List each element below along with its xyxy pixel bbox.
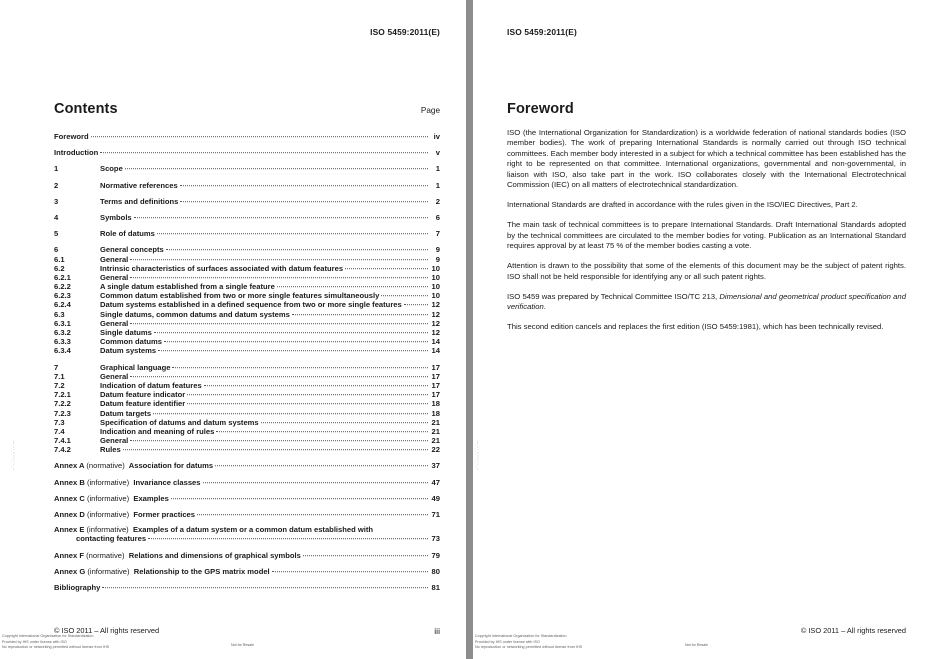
toc-entry-page: 9 [435, 245, 440, 255]
toc-annex-label: Annex E (informative) Examples of a datum system or a common datum established with [54, 525, 374, 535]
toc-entry-page: 17 [431, 380, 440, 390]
toc-entry-label: Common datums [100, 337, 163, 347]
foreword-paragraph-6: This second edition cancels and replaces the first edition (ISO 5459:1981), which has been technically revised. [507, 322, 884, 332]
toc-entry-number: 6.2.2 [54, 282, 71, 292]
toc-entry-page: 6 [435, 212, 440, 222]
toc-entry-page: 14 [431, 337, 440, 347]
toc-entry-page: 47 [431, 477, 440, 487]
toc-entry-page: 21 [431, 436, 440, 446]
toc-leader-dots [157, 227, 428, 234]
toc-entry-label: General [100, 371, 129, 381]
contents-title-row [54, 101, 440, 117]
toc-entry-number: 7.1 [54, 371, 65, 381]
foreword-p5-committee-title: Dimensional and geometrical product specification and verification [507, 291, 906, 312]
foreword-paragraph-4: Attention is drawn to the possibility that some of the elements of this document may be the subject of patent rights. ISO shall not be held responsible for identifying any or all such patent rights. [507, 261, 906, 281]
toc-annex-label: Annex A (normative) Association for datums [54, 461, 214, 471]
toc-annex-label: Annex D (informative) Former practices [54, 510, 195, 519]
toc-leader-dots [100, 146, 428, 153]
toc-entry-label: Single datums, common datums and datum systems [100, 309, 290, 319]
toc-entry-label: Graphical language [100, 362, 171, 372]
toc-entry-page: 17 [431, 390, 440, 400]
toc-entry-label: Datum targets [100, 408, 152, 418]
toc-leader-dots [215, 460, 428, 467]
ihs-watermark-line-1: Copyright International Organization for Standardization [475, 634, 567, 639]
toc-leader-dots [158, 345, 428, 352]
toc-entry-page: 1 [435, 180, 440, 190]
toc-entry-number: 6.3.4 [54, 346, 71, 356]
toc-leader-dots [204, 379, 428, 386]
toc-entry-number: 6.2.3 [54, 291, 71, 301]
toc-entry-page: 12 [431, 309, 440, 319]
page-title-contents: Contents [54, 101, 118, 117]
toc-entry-page: 49 [431, 493, 440, 503]
toc-entry-label: General [100, 318, 129, 328]
toc-entry-page: 12 [431, 328, 440, 337]
toc-annex-label: Annex B (informative) Invariance classes [54, 477, 201, 487]
toc-annex-entry[interactable] [54, 510, 440, 519]
page-contents [0, 0, 466, 659]
toc-entry-label: Role of datums [100, 229, 155, 239]
toc-annex-entry[interactable] [54, 551, 440, 560]
not-for-resale-label-right: Not for Resale [685, 642, 708, 647]
toc-entry[interactable] [54, 445, 440, 454]
toc-entry-label: Indication and meaning of rules [100, 426, 215, 436]
toc-entry[interactable] [54, 132, 440, 141]
toc-entry-page: 1 [435, 164, 440, 174]
toc-annex-entry[interactable] [54, 567, 440, 576]
ihs-watermark-line-2: Provided by IHS under license with ISO [2, 639, 67, 644]
toc-bibliography-entry[interactable] [54, 583, 440, 592]
foreword-paragraph-3: The main task of technical committees is to prepare International Standards. Draft International Standards adopted by the technical committees are circulated to the member bodies for voting. Publication as an International Standard requires approval by at least 75 % of the member bodies casting a vote. [507, 220, 906, 251]
toc-entry-number: 3 [54, 196, 59, 206]
toc-entry-page: 17 [431, 362, 440, 372]
footer-copyright-right: © ISO 2011 – All rights reserved [800, 626, 906, 635]
toc-entry-page: 71 [431, 510, 440, 519]
toc-entry[interactable] [54, 346, 440, 355]
table-of-contents [54, 132, 440, 592]
toc-entry-label: General [100, 436, 129, 446]
toc-entry-label: Foreword [54, 132, 89, 141]
toc-entry-page: 17 [431, 371, 440, 381]
ihs-watermark-line-2: Provided by IHS under license with ISO [475, 639, 540, 644]
foreword-p5-tail: . [543, 302, 546, 312]
toc-entry[interactable] [54, 213, 440, 222]
toc-leader-dots [130, 317, 428, 324]
toc-leader-dots [153, 407, 428, 414]
toc-leader-dots [148, 533, 428, 540]
toc-annex-label-line2: contacting features [76, 534, 147, 544]
toc-leader-dots [203, 476, 428, 483]
toc-annex-entry[interactable] [54, 478, 440, 487]
toc-entry[interactable] [54, 229, 440, 238]
toc-leader-dots [130, 253, 428, 260]
toc-entry-page: 18 [431, 399, 440, 409]
toc-entry-page: 7 [435, 229, 440, 239]
toc-annex-entry[interactable] [54, 461, 440, 470]
toc-leader-dots [197, 508, 428, 515]
toc-entry-number: 7.2.2 [54, 399, 71, 409]
toc-entry-label: Common datum established from two or more single features simultaneously [100, 291, 380, 301]
page-title-foreword: Foreword [507, 101, 574, 117]
toc-entry-number: 1 [54, 164, 59, 174]
toc-entry-page: 10 [431, 263, 440, 273]
toc-entry-page: 80 [431, 566, 440, 576]
toc-entry-label: General concepts [100, 245, 164, 255]
ihs-license-watermark-left [2, 634, 109, 650]
toc-entry[interactable] [54, 181, 440, 190]
toc-entry-page: 21 [431, 426, 440, 436]
toc-entry-page: 12 [431, 318, 440, 328]
toc-entry-page: 21 [431, 417, 440, 427]
toc-entry-page: 12 [431, 300, 440, 310]
toc-leader-dots [130, 370, 428, 377]
toc-entry-label: General [100, 254, 129, 264]
toc-entry-number: 7.4.1 [54, 436, 71, 446]
toc-entry-page: 18 [431, 408, 440, 418]
toc-entry-label: Single datums [100, 328, 152, 337]
toc-entry-label: Bibliography [54, 582, 101, 592]
footer-copyright-left: © ISO 2011 – All rights reserved [54, 626, 160, 635]
foreword-body [507, 128, 906, 333]
toc-annex-label: Annex G (informative) Relationship to the GPS matrix model [54, 566, 270, 576]
toc-entry-number: 6.1 [54, 254, 65, 264]
toc-leader-dots [172, 361, 428, 368]
toc-leader-dots [102, 581, 428, 588]
toc-leader-dots [154, 326, 428, 333]
toc-annex-label: Annex C (informative) Examples [54, 493, 169, 503]
toc-leader-dots [345, 262, 428, 269]
toc-entry-label: Intrinsic characteristics of surfaces associated with datum features [100, 263, 344, 273]
toc-leader-dots [123, 443, 428, 450]
toc-entry-number: 7.4 [54, 426, 65, 436]
toc-entry-label: Datum systems established in a defined sequence from two or more single features [100, 300, 402, 310]
toc-leader-dots [180, 179, 428, 186]
toc-annex-entry[interactable] [54, 494, 440, 503]
toc-leader-dots [134, 211, 428, 218]
toc-entry-number: 6.3.2 [54, 328, 71, 337]
ihs-watermark-line-1: Copyright International Organization for Standardization [2, 634, 94, 639]
not-for-resale-label-left: Not for Resale [231, 642, 254, 647]
toc-leader-dots [216, 425, 428, 432]
toc-page-column-label: Page [420, 106, 440, 115]
toc-leader-dots [166, 244, 428, 251]
toc-leader-dots [187, 388, 428, 395]
toc-annex-label: Annex F (normative) Relations and dimensions of graphical symbols [54, 550, 301, 560]
ihs-vertical-marks-left: --``,,`,`,,,`,,`,`,,`--- [11, 440, 15, 470]
toc-entry-label: Datum feature indicator [100, 390, 186, 400]
ihs-license-watermark-right [475, 634, 582, 650]
toc-entry-page: 14 [431, 346, 440, 356]
toc-leader-dots [404, 299, 428, 306]
toc-entry-label: Scope [100, 164, 123, 174]
toc-entry-number: 6.3 [54, 309, 65, 319]
footer-page-number-left: iii [434, 626, 440, 636]
toc-entry-number: 7.2 [54, 380, 65, 390]
toc-entry-number: 5 [54, 229, 59, 239]
toc-entry-number: 7.2.1 [54, 390, 71, 400]
ihs-vertical-marks-right: --``,,`,`,,,`,,`,`,,`--- [475, 440, 479, 470]
toc-entry-page: 9 [435, 254, 440, 264]
toc-entry-page: 37 [431, 461, 440, 471]
toc-entry-label: A single datum established from a single feature [100, 282, 275, 292]
toc-entry-number: 7 [54, 362, 59, 372]
toc-leader-dots [381, 289, 428, 296]
toc-entry[interactable] [54, 164, 440, 173]
toc-entry-number: 7.4.2 [54, 445, 71, 455]
toc-entry-number: 7.2.3 [54, 408, 71, 418]
toc-entry-number: 2 [54, 180, 59, 190]
toc-entry[interactable] [54, 197, 440, 206]
toc-entry-page: 10 [431, 291, 440, 301]
page-foreword [473, 0, 936, 659]
toc-entry-number: 6.3.1 [54, 318, 71, 328]
toc-entry-label: Specification of datums and datum systems [100, 417, 259, 427]
toc-leader-dots [130, 271, 428, 278]
toc-leader-dots [130, 434, 428, 441]
toc-leader-dots [277, 280, 428, 287]
ihs-watermark-line-3: No reproduction or networking permitted without license from IHS [475, 644, 583, 649]
toc-annex-entry-continuation[interactable] [54, 534, 440, 543]
toc-entry-page: 81 [431, 582, 440, 592]
toc-entry-label: Datum feature identifier [100, 399, 186, 409]
toc-entry-page: 73 [431, 534, 440, 544]
running-header-right-page: ISO 5459:2011(E) [507, 27, 577, 37]
toc-entry-page: 22 [431, 445, 440, 455]
toc-leader-dots [164, 335, 428, 342]
page-gutter-divider [466, 0, 473, 659]
toc-leader-dots [303, 549, 428, 556]
toc-entry-label: Indication of datum features [100, 380, 202, 390]
toc-entry-label: Symbols [100, 212, 132, 222]
toc-entry-number: 6 [54, 245, 59, 255]
toc-entry-page: v [435, 148, 440, 158]
toc-entry-label: Terms and definitions [100, 196, 179, 206]
foreword-paragraph-1: ISO (the International Organization for Standardization) is a worldwide federation of national standards bodies (ISO member bodies). The work of preparing International Standards is normally carried out through ISO technical committees. Each member body interested in a subject for which a technical committee has been established has the right to be represented on that committee. International organizations, governmental and non-governmental, in liaison with ISO, also take part in the work. ISO collaborates closely with the International Electrotechnical Commission (IEC) on all matters of electrotechnical standardization. [507, 128, 906, 190]
toc-entry-label: Introduction [54, 148, 99, 158]
toc-leader-dots [292, 308, 428, 315]
toc-entry-page: 2 [435, 196, 440, 206]
ihs-watermark-line-3: No reproduction or networking permitted without license from IHS [2, 644, 110, 649]
toc-leader-dots [180, 195, 428, 202]
foreword-p5-lead: ISO 5459 was prepared by Technical Committee ISO/TC 213, [507, 291, 720, 301]
toc-leader-dots [125, 163, 428, 170]
toc-entry-label: General [100, 272, 129, 282]
running-header-left-page: ISO 5459:2011(E) [370, 27, 440, 37]
toc-entry-page: iv [433, 132, 440, 141]
toc-entry-number: 6.2.4 [54, 300, 71, 310]
toc-entry-number: 6.2 [54, 263, 65, 273]
toc-leader-dots [171, 492, 428, 499]
toc-entry[interactable] [54, 148, 440, 157]
toc-entry-number: 4 [54, 212, 59, 222]
toc-leader-dots [187, 398, 428, 405]
toc-leader-dots [261, 416, 428, 423]
toc-entry-label: Normative references [100, 180, 178, 190]
toc-entry-page: 79 [431, 550, 440, 560]
toc-entry[interactable] [54, 291, 440, 300]
toc-entry-label: Datum systems [100, 346, 157, 356]
toc-entry-page: 10 [431, 272, 440, 282]
toc-entry-label: Rules [100, 445, 121, 455]
toc-entry-number: 6.3.3 [54, 337, 71, 347]
toc-leader-dots [272, 565, 428, 572]
toc-entry-number: 6.2.1 [54, 272, 71, 282]
foreword-paragraph-5 [507, 292, 906, 313]
toc-entry-number: 7.3 [54, 417, 65, 427]
foreword-paragraph-2: International Standards are drafted in accordance with the rules given in the ISO/IEC Directives, Part 2. [507, 200, 858, 210]
toc-entry-page: 10 [431, 282, 440, 292]
toc-leader-dots [91, 130, 428, 137]
